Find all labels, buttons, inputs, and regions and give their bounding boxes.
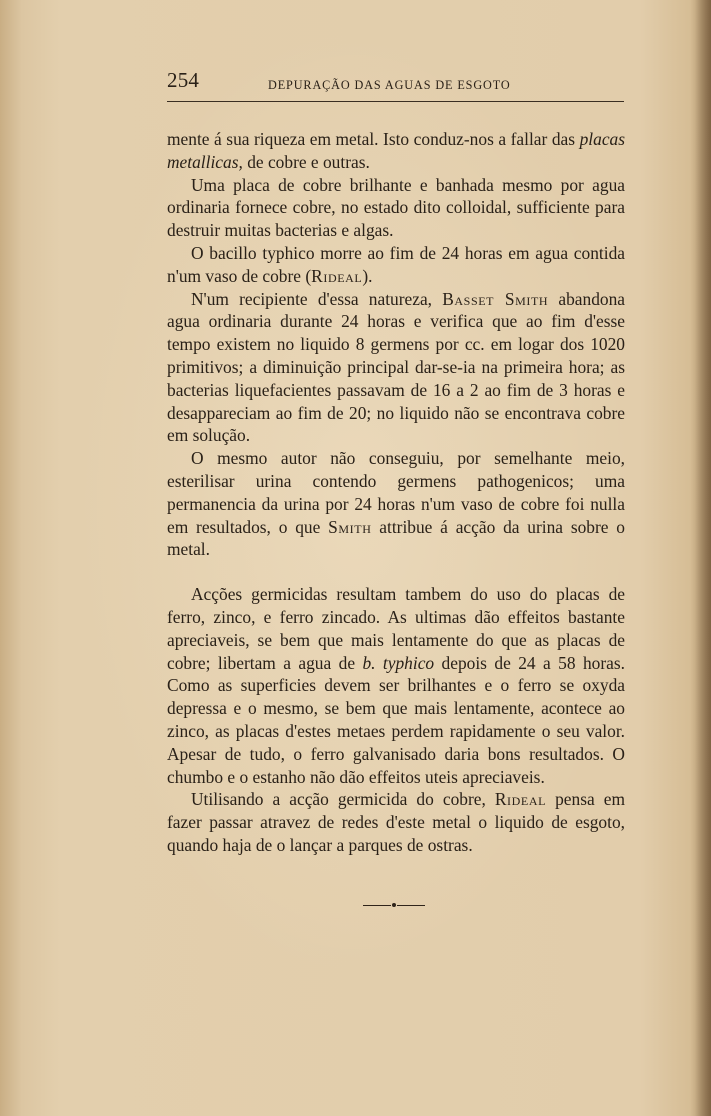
section-end-ornament — [363, 902, 425, 910]
page-number: 254 — [167, 68, 200, 92]
paragraph-7-text-2: pensa em fazer passar atravez de redes d'este metal o liquido de esgoto, quando haja de o lançar a parques de ostras. — [167, 789, 625, 855]
main-text — [167, 128, 625, 857]
paragraph-5-author: Smith — [328, 516, 372, 537]
paragraph-2 — [167, 174, 625, 242]
paragraph-7-author: Rideal — [494, 789, 547, 810]
paragraph-4-author: Basset Smith — [442, 288, 549, 309]
paragraph-3-author: Rideal — [311, 265, 363, 286]
paragraph-7 — [167, 788, 625, 856]
paragraph-4-text-1: N'um recipiente d'essa natureza, — [191, 288, 443, 309]
header-rule — [167, 101, 624, 102]
ornament-line-right — [397, 905, 425, 906]
paragraph-2-text: Uma placa de cobre brilhante e banhada mesmo por agua ordinaria fornece cobre, no estado dito colloidal, sufficiente para destruir muitas bacterias e algas. — [167, 174, 625, 241]
paragraph-5-text-1: O mesmo autor não conseguiu, por semelhante meio, esterilisar urina contendo germens pathogenicos; uma permanencia da urina por 24 horas n'um vaso de cobre foi nulla em resultados, o que — [167, 448, 625, 537]
paragraph-4-text-2: abandona agua ordinaria durante 24 horas e verifica que ao fim d'esse tempo existem no liquido 8 germens por cc. em logar dos 1020 primitivos; a diminuição principal dar-se-ia na primeira hora; as bacterias liquefacientes passavam de 16 a 2 ao fim de 3 horas e desappareciam ao fim de 20; no liquido não se encontrava cobre em solução. — [167, 288, 625, 446]
paragraph-5 — [167, 447, 625, 561]
page-header — [167, 68, 625, 98]
paragraph-6 — [167, 583, 625, 788]
running-head: DEPURAÇÃO DAS AGUAS DE ESGOTO — [268, 78, 511, 92]
paragraph-1 — [167, 128, 625, 174]
paragraph-6-italic-term: b. typhico — [362, 652, 435, 673]
paragraph-6-text-1: Acções germicidas resultam tambem do uso do placas de ferro, zinco, e ferro zincado. As ultimas dão effeitos bastante apreciaveis, se bem que mais lentamente do que as placas de cobre; libertam a agua de — [167, 584, 625, 673]
paragraph-3-text-1: O bacillo typhico morre ao fim de 24 horas em agua contida n'um vaso de cobre ( — [167, 242, 625, 286]
paragraph-4 — [167, 288, 625, 448]
paragraph-3-text-2: ). — [362, 265, 373, 286]
paragraph-6-text-2: depois de 24 a 58 horas. Como as superficies devem ser brilhantes e o ferro se oxyda depressa e o mesmo, se bem que mais lentamente, acontece ao zinco, as placas d'estes metaes perdem rapidamente o seu valor. Apesar de tudo, o ferro galvanisado daria bons resultados. O chumbo e o estanho não dão effeitos uteis apreciaveis. — [167, 652, 625, 787]
paragraph-7-text-1: Utilisando a acção germicida do cobre, — [191, 789, 495, 810]
ornament-dot — [392, 903, 396, 907]
ornament-line-left — [363, 905, 391, 906]
paragraph-1-italic-term: placas metallicas, — [167, 129, 625, 172]
paragraph-1-text-2: de cobre e outras. — [242, 151, 370, 172]
paragraph-3 — [167, 242, 625, 288]
paragraph-1-text-1: mente á sua riqueza em metal. Isto conduz-nos a fallar das — [167, 129, 580, 149]
paragraph-5-text-2: attribue á acção da urina sobre o metal. — [167, 516, 625, 560]
